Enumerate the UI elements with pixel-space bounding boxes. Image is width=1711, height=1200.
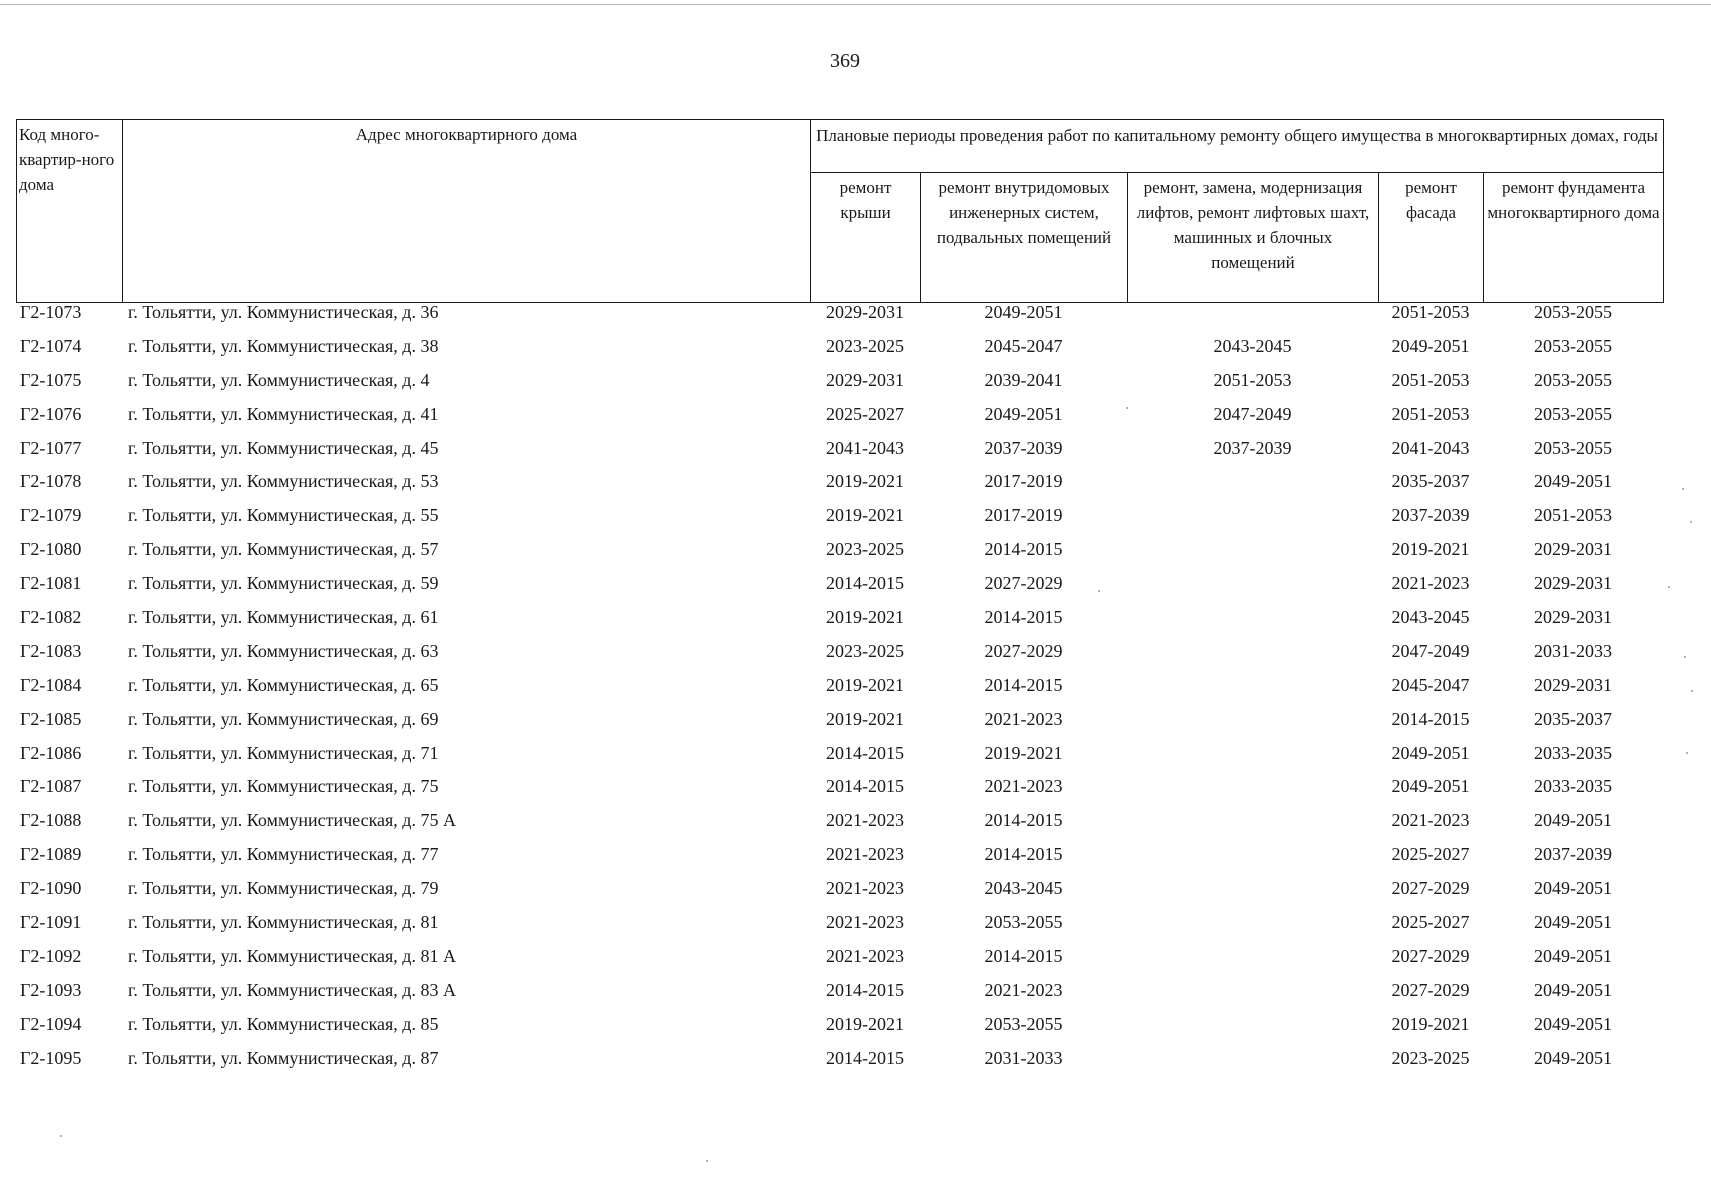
cell-facade: 2019-2021 [1391,539,1470,560]
cell-foundation: 2053-2055 [1534,437,1612,458]
cell-elevators [1127,675,1378,709]
cell-engineering: 2014-2015 [984,539,1063,560]
table-row [16,438,1663,472]
cell-engineering: 2027-2029 [984,640,1063,661]
cell-elevators [1127,471,1378,505]
table-row [16,404,1663,438]
cell-roof: 2014-2015 [826,776,904,797]
cell-roof: 2023-2025 [826,539,904,560]
cell-roof: 2041-2043 [826,437,904,458]
cell-code: Г2-1077 [20,437,82,458]
cell-roof: 2021-2023 [826,844,904,865]
cell-code: Г2-1082 [20,607,82,628]
cell-address: г. Тольятти, ул. Коммунистическая, д. 81 [128,912,439,933]
table-row [16,912,1663,946]
header-roof: ремонт крыши [811,173,921,303]
cell-engineering: 2053-2055 [984,1013,1063,1034]
cell-roof: 2029-2031 [826,302,904,322]
cell-foundation: 2049-2051 [1534,1013,1612,1034]
cell-facade: 2043-2045 [1391,607,1470,628]
cell-foundation: 2033-2035 [1534,776,1612,797]
cell-address: г. Тольятти, ул. Коммунистическая, д. 41 [128,403,439,424]
cell-roof: 2023-2025 [826,640,904,661]
cell-address: г. Тольятти, ул. Коммунистическая, д. 87 [128,1047,439,1068]
cell-facade: 2035-2037 [1391,471,1470,492]
cell-engineering: 2039-2041 [984,369,1063,390]
cell-elevators [1127,539,1378,573]
table-row [16,336,1663,370]
cell-elevators [1127,980,1378,1014]
cell-foundation: 2029-2031 [1534,674,1612,695]
cell-elevators [1127,641,1378,675]
header-group: Плановые периоды проведения работ по капитальному ремонту общего имущества в многоквартирных домах, годы [811,120,1664,173]
cell-address: г. Тольятти, ул. Коммунистическая, д. 77 [128,844,439,865]
cell-code: Г2-1093 [20,979,82,1000]
table-row [16,471,1663,505]
cell-foundation: 2029-2031 [1534,573,1612,594]
cell-elevators [1127,878,1378,912]
cell-facade: 2025-2027 [1391,912,1470,933]
scan-speck [1684,656,1686,658]
cell-code: Г2-1092 [20,945,82,966]
cell-engineering: 2019-2021 [984,742,1063,763]
cell-engineering: 2017-2019 [984,471,1063,492]
cell-code: Г2-1085 [20,708,82,729]
table-row [16,1014,1663,1048]
cell-facade: 2051-2053 [1391,302,1470,322]
table-row [16,505,1663,539]
cell-foundation: 2037-2039 [1534,844,1612,865]
cell-elevators: 2037-2039 [1213,437,1292,458]
cell-engineering: 2014-2015 [984,945,1063,966]
cell-engineering: 2043-2045 [984,878,1063,899]
cell-code: Г2-1088 [20,810,82,831]
table-row [16,607,1663,641]
cell-facade: 2025-2027 [1391,844,1470,865]
header-facade: ремонт фасада [1379,173,1484,303]
header-engineering: ремонт внутридомовых инженерных систем, подвальных помещений [921,173,1128,303]
cell-roof: 2019-2021 [826,674,904,695]
cell-foundation: 2051-2053 [1534,505,1612,526]
cell-elevators [1127,743,1378,777]
table-row [16,1048,1663,1082]
cell-address: г. Тольятти, ул. Коммунистическая, д. 75 [128,776,439,797]
cell-elevators [1127,573,1378,607]
cell-engineering: 2027-2029 [984,573,1063,594]
cell-engineering: 2014-2015 [984,844,1063,865]
cell-address: г. Тольятти, ул. Коммунистическая, д. 85 [128,1013,439,1034]
cell-elevators [1127,1014,1378,1048]
cell-foundation: 2035-2037 [1534,708,1612,729]
cell-facade: 2021-2023 [1391,573,1470,594]
cell-foundation: 2053-2055 [1534,302,1612,322]
cell-engineering: 2031-2033 [984,1047,1063,1068]
cell-elevators [1127,709,1378,743]
cell-facade: 2027-2029 [1391,878,1470,899]
cell-roof: 2019-2021 [826,505,904,526]
table-row [16,810,1663,844]
cell-engineering: 2049-2051 [984,403,1063,424]
cell-elevators [1127,776,1378,810]
cell-elevators [1127,912,1378,946]
cell-code: Г2-1089 [20,844,82,865]
cell-elevators [1127,844,1378,878]
cell-address: г. Тольятти, ул. Коммунистическая, д. 71 [128,742,439,763]
cell-address: г. Тольятти, ул. Коммунистическая, д. 45 [128,437,439,458]
cell-roof: 2014-2015 [826,1047,904,1068]
cell-foundation: 2053-2055 [1534,335,1612,356]
cell-code: Г2-1074 [20,335,82,356]
cell-code: Г2-1073 [20,302,82,322]
cell-code: Г2-1091 [20,912,82,933]
cell-code: Г2-1083 [20,640,82,661]
cell-roof: 2021-2023 [826,912,904,933]
cell-code: Г2-1086 [20,742,82,763]
table-row [16,844,1663,878]
table-row [16,946,1663,980]
cell-address: г. Тольятти, ул. Коммунистическая, д. 75 А [128,810,456,831]
table-header [16,119,1664,303]
cell-roof: 2014-2015 [826,742,904,763]
cell-elevators [1127,810,1378,844]
cell-address: г. Тольятти, ул. Коммунистическая, д. 36 [128,302,439,322]
cell-address: г. Тольятти, ул. Коммунистическая, д. 4 [128,369,430,390]
cell-roof: 2019-2021 [826,708,904,729]
cell-engineering: 2014-2015 [984,607,1063,628]
cell-foundation: 2031-2033 [1534,640,1612,661]
cell-elevators [1127,505,1378,539]
table-row [16,302,1663,336]
page-number: 369 [830,50,860,72]
cell-facade: 2049-2051 [1391,742,1470,763]
cell-foundation: 2049-2051 [1534,471,1612,492]
cell-roof: 2021-2023 [826,810,904,831]
cell-engineering: 2049-2051 [984,302,1063,322]
cell-facade: 2019-2021 [1391,1013,1470,1034]
scan-speck [60,1135,62,1137]
cell-engineering: 2021-2023 [984,776,1063,797]
cell-address: г. Тольятти, ул. Коммунистическая, д. 53 [128,471,439,492]
cell-elevators [1127,1048,1378,1082]
cell-facade: 2027-2029 [1391,979,1470,1000]
table-row [16,675,1663,709]
cell-engineering: 2021-2023 [984,979,1063,1000]
cell-foundation: 2049-2051 [1534,912,1612,933]
scan-speck [1690,521,1692,523]
scan-speck [1686,752,1688,754]
cell-facade: 2021-2023 [1391,810,1470,831]
cell-foundation: 2049-2051 [1534,979,1612,1000]
cell-code: Г2-1084 [20,674,82,695]
table-row [16,980,1663,1014]
cell-code: Г2-1076 [20,403,82,424]
cell-code: Г2-1080 [20,539,82,560]
cell-address: г. Тольятти, ул. Коммунистическая, д. 57 [128,539,439,560]
cell-foundation: 2049-2051 [1534,810,1612,831]
cell-elevators [1127,946,1378,980]
header-address: Адрес многоквартирного дома [123,120,811,303]
cell-engineering: 2014-2015 [984,674,1063,695]
cell-code: Г2-1079 [20,505,82,526]
cell-address: г. Тольятти, ул. Коммунистическая, д. 79 [128,878,439,899]
cell-address: г. Тольятти, ул. Коммунистическая, д. 81 А [128,945,456,966]
cell-code: Г2-1095 [20,1047,82,1068]
cell-engineering: 2017-2019 [984,505,1063,526]
cell-engineering: 2045-2047 [984,335,1063,356]
cell-address: г. Тольятти, ул. Коммунистическая, д. 65 [128,674,439,695]
cell-foundation: 2033-2035 [1534,742,1612,763]
cell-roof: 2021-2023 [826,945,904,966]
cell-facade: 2014-2015 [1391,708,1470,729]
table-row [16,743,1663,777]
cell-foundation: 2049-2051 [1534,878,1612,899]
cell-facade: 2037-2039 [1391,505,1470,526]
cell-foundation: 2049-2051 [1534,945,1612,966]
table-row [16,776,1663,810]
cell-address: г. Тольятти, ул. Коммунистическая, д. 83 А [128,979,456,1000]
cell-facade: 2041-2043 [1391,437,1470,458]
cell-foundation: 2053-2055 [1534,369,1612,390]
scan-speck [1668,586,1670,588]
cell-roof: 2014-2015 [826,979,904,1000]
cell-foundation: 2029-2031 [1534,607,1612,628]
cell-elevators: 2043-2045 [1213,335,1292,356]
cell-address: г. Тольятти, ул. Коммунистическая, д. 38 [128,335,439,356]
cell-elevators [1127,607,1378,641]
cell-roof: 2021-2023 [826,878,904,899]
cell-facade: 2049-2051 [1391,335,1470,356]
cell-roof: 2019-2021 [826,1013,904,1034]
cell-foundation: 2029-2031 [1534,539,1612,560]
cell-facade: 2045-2047 [1391,674,1470,695]
cell-roof: 2014-2015 [826,573,904,594]
scan-speck [1691,690,1693,692]
cell-address: г. Тольятти, ул. Коммунистическая, д. 59 [128,573,439,594]
scan-speck [1682,488,1684,490]
cell-roof: 2019-2021 [826,471,904,492]
cell-roof: 2029-2031 [826,369,904,390]
cell-code: Г2-1081 [20,573,82,594]
cell-address: г. Тольятти, ул. Коммунистическая, д. 63 [128,640,439,661]
table-row [16,370,1663,404]
header-code: Код много-квартир-ного дома [17,120,123,303]
cell-code: Г2-1078 [20,471,82,492]
cell-code: Г2-1094 [20,1013,82,1034]
cell-foundation: 2049-2051 [1534,1047,1612,1068]
cell-engineering: 2014-2015 [984,810,1063,831]
table-row [16,573,1663,607]
top-scan-rule [0,4,1711,5]
cell-address: г. Тольятти, ул. Коммунистическая, д. 69 [128,708,439,729]
cell-engineering: 2021-2023 [984,708,1063,729]
header-elevators: ремонт, замена, модернизация лифтов, ремонт лифтовых шахт, машинных и блочных помещений [1128,173,1379,303]
table-row [16,709,1663,743]
cell-facade: 2051-2053 [1391,369,1470,390]
cell-facade: 2049-2051 [1391,776,1470,797]
cell-code: Г2-1087 [20,776,82,797]
cell-roof: 2023-2025 [826,335,904,356]
table-row [16,641,1663,675]
scan-speck [1126,407,1128,409]
cell-address: г. Тольятти, ул. Коммунистическая, д. 55 [128,505,439,526]
table-rows [16,302,1663,1081]
cell-facade: 2051-2053 [1391,403,1470,424]
table-row [16,878,1663,912]
cell-code: Г2-1090 [20,878,82,899]
table-row [16,539,1663,573]
scan-speck [706,1160,708,1162]
cell-foundation: 2053-2055 [1534,403,1612,424]
cell-roof: 2025-2027 [826,403,904,424]
cell-facade: 2027-2029 [1391,945,1470,966]
scan-speck [1098,590,1100,592]
cell-roof: 2019-2021 [826,607,904,628]
header-foundation: ремонт фундамента многоквартирного дома [1484,173,1664,303]
cell-engineering: 2037-2039 [984,437,1063,458]
cell-address: г. Тольятти, ул. Коммунистическая, д. 61 [128,607,439,628]
cell-elevators [1127,302,1378,336]
cell-engineering: 2053-2055 [984,912,1063,933]
cell-elevators: 2051-2053 [1213,369,1292,390]
table-body [16,302,1663,1081]
cell-elevators: 2047-2049 [1213,403,1292,424]
cell-code: Г2-1075 [20,369,82,390]
cell-facade: 2023-2025 [1391,1047,1470,1068]
cell-facade: 2047-2049 [1391,640,1470,661]
